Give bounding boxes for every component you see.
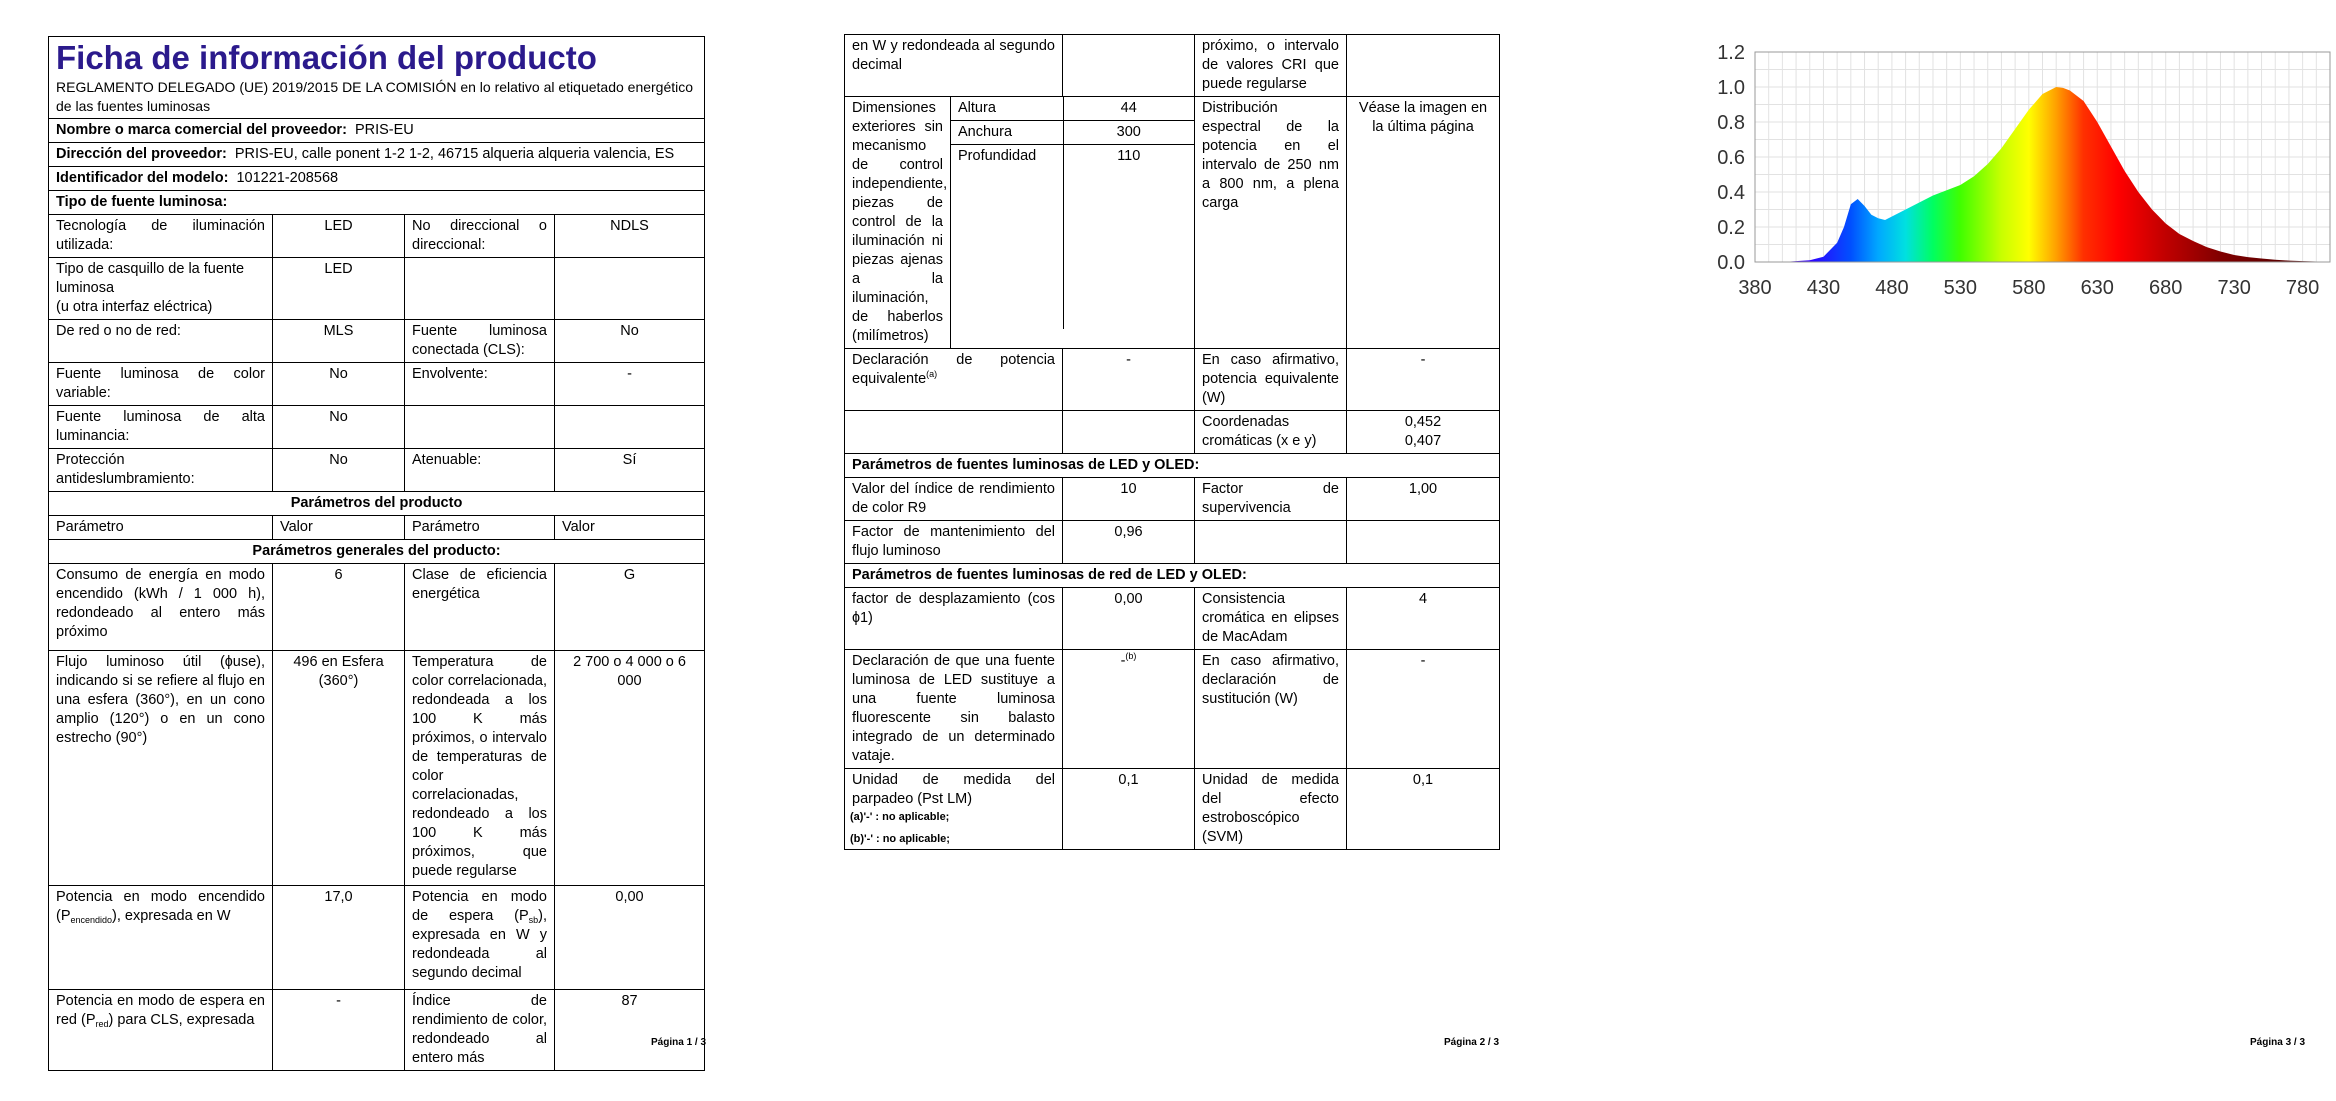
param-value: Véase la imagen en la última página (1347, 97, 1500, 349)
y-tick-label: 1.0 (1717, 77, 1745, 99)
param-value: No (273, 406, 405, 449)
param-value: No (555, 320, 705, 363)
footnote-a: (a)'-' : no aplicable; (850, 811, 950, 823)
table-row (49, 406, 705, 449)
address-value: PRIS-EU, calle ponent 1-2 1-2, 46715 alqueria alqueria valencia, ES (234, 146, 675, 162)
table-row (49, 320, 705, 363)
param-label: En caso afirmativo, declaración de sustitución (W) (1195, 650, 1347, 769)
model-value: 101221-208568 (236, 170, 339, 186)
product-info-table-2 (844, 34, 1500, 850)
column-header: Valor (273, 516, 405, 540)
param-label: Unidad de medida del parpadeo (Pst LM) (845, 769, 1063, 850)
param-label: Potencia en modo de espera $(P_{sb})$, expresada en W y redondeada al segundo decimal (405, 886, 555, 990)
param-value: 0,1 (1063, 769, 1195, 850)
y-tick-label: 1.2 (1717, 42, 1745, 64)
param-value: 0,452 0,407 (1347, 411, 1500, 454)
led-params-header: Parámetros de fuentes luminosas de LED y OLED: (845, 454, 1500, 478)
param-value: 87 (555, 990, 705, 1071)
param-label: En caso afirmativo, potencia equivalente (W) (1195, 349, 1347, 411)
param-label: Consistencia cromática en elipses de MacAdam (1195, 588, 1347, 650)
param-label-note: (u otra interfaz eléctrica) (56, 299, 213, 315)
param-value: LED (273, 215, 405, 258)
param-label: Potencia en modo encendido $(P_{encendido})$, expresada en W (49, 886, 273, 990)
page-number: Página 1 / 3 (651, 1037, 707, 1048)
table-row (49, 990, 705, 1071)
param-label (405, 406, 555, 449)
param-value: 0,1 (1347, 769, 1500, 850)
param-label: Declaración de que una fuente luminosa de LED sustituye a una fuente luminosa fluorescente sin balasto integrado de un determinado vataje. (845, 650, 1063, 769)
param-value: - (555, 363, 705, 406)
param-value: No (273, 449, 405, 492)
column-header: Valor (555, 516, 705, 540)
param-value: Sí (555, 449, 705, 492)
page-2 (780, 0, 1560, 1101)
x-tick-label: 430 (1806, 277, 1841, 299)
page-number: Página 2 / 3 (1444, 1037, 1500, 1048)
param-value: 10 (1063, 478, 1195, 521)
x-tick-label: 380 (1738, 277, 1772, 299)
param-label: Factor de mantenimiento del flujo luminoso (845, 521, 1063, 564)
dimension-name: Profundidad (951, 145, 1063, 330)
param-value: 2 700 o 4 000 o 6 000 (555, 651, 705, 886)
table-row (845, 35, 1500, 97)
mains-led-params-header: Parámetros de fuentes luminosas de red de LED y OLED: (845, 564, 1500, 588)
y-tick-label: 0.4 (1717, 182, 1745, 204)
dimension-value: 110 (1117, 148, 1141, 164)
param-value: 4 (1347, 588, 1500, 650)
param-value: - (1347, 650, 1500, 769)
param-label (405, 258, 555, 320)
table-row (49, 651, 705, 886)
param-label: Coordenadas cromáticas (x e y) (1195, 411, 1347, 454)
param-label: Distribución espectral de la potencia en el intervalo de 250 nm a 800 nm, a plena carga (1195, 97, 1347, 349)
x-tick-label: 580 (2012, 277, 2046, 299)
x-tick-label: 730 (2217, 277, 2251, 299)
param-label: Flujo luminoso útil (ɸuse), indicando si se refiere al flujo en una esfera (360°), en un cono amplio (120°) o en un cono estrecho (90°) (49, 651, 273, 886)
param-value: LED (273, 258, 405, 320)
param-label: No direccional o direccional: (405, 215, 555, 258)
param-value: -$^{(b)}$ (1063, 650, 1195, 769)
param-label: Declaración de potencia equivalente$^{(a)}$ (845, 349, 1063, 411)
param-value: - (1063, 349, 1195, 411)
page-1 (0, 0, 780, 1101)
table-row (49, 363, 705, 406)
param-label: Envolvente: (405, 363, 555, 406)
light-source-type-header: Tipo de fuente luminosa: (49, 191, 705, 215)
table-row (845, 588, 1500, 650)
param-label: De red o no de red: (49, 320, 273, 363)
param-value (555, 406, 705, 449)
regulation-text: REGLAMENTO DELEGADO (UE) 2019/2015 DE LA COMISIÓN en lo relativo al etiquetado energético de las fuentes luminosas (56, 79, 694, 114)
dimension-value: 300 (1063, 121, 1194, 145)
table-row (845, 650, 1500, 769)
param-label: Índice de rendimiento de color, redondeado al entero más (405, 990, 555, 1071)
param-value: MLS (273, 320, 405, 363)
column-header: Parámetro (405, 516, 555, 540)
x-tick-label: 680 (2149, 277, 2183, 299)
param-label: Consumo de energía en modo encendido (kWh / 1 000 h), redondeado al entero más próximo (49, 564, 273, 651)
page-title: Ficha de información del producto (56, 39, 597, 76)
spectral-distribution-chart (1600, 30, 2336, 312)
param-label: Factor de supervivencia (1195, 478, 1347, 521)
x-tick-label: 530 (1943, 277, 1978, 299)
supplier-value: PRIS-EU (354, 122, 414, 138)
param-label: Fuente luminosa de color variable: (49, 363, 273, 406)
param-value: 6 (273, 564, 405, 651)
table-row (845, 521, 1500, 564)
param-value (555, 258, 705, 320)
table-row (49, 258, 705, 320)
param-value: No (273, 363, 405, 406)
product-info-table-1 (48, 36, 705, 1071)
param-label: Tipo de casquillo de la fuente luminosa (56, 261, 245, 296)
product-params-header: Parámetros del producto (49, 492, 705, 516)
param-value: - (1347, 349, 1500, 411)
param-label: factor de desplazamiento (cos ɸ1) (845, 588, 1063, 650)
param-value: 496 en Esfera (360°) (273, 651, 405, 886)
x-tick-label: 630 (2080, 277, 2114, 299)
param-value: 1,00 (1347, 478, 1500, 521)
param-label: Valor del índice de rendimiento de color R9 (845, 478, 1063, 521)
param-label: Protección antideslumbramiento: (49, 449, 273, 492)
param-value: 17,0 (273, 886, 405, 990)
supplier-label: Nombre o marca comercial del proveedor: (56, 122, 347, 138)
param-value: 0,96 (1063, 521, 1195, 564)
table-row (49, 449, 705, 492)
footnote-b: (b)'-' : no aplicable; (850, 833, 950, 845)
table-row (845, 411, 1500, 454)
param-value: - (273, 990, 405, 1071)
y-tick-label: 0.2 (1717, 217, 1745, 239)
param-label: Fuente luminosa de alta luminancia: (49, 406, 273, 449)
dimension-name: Altura (951, 97, 1063, 121)
table-row (845, 349, 1500, 411)
param-label: próximo, o intervalo de valores CRI que puede regularse (1195, 35, 1347, 97)
param-value: 0,00 (1063, 588, 1195, 650)
table-row (49, 564, 705, 651)
dimensions-cell (951, 97, 1195, 349)
dimension-name: Anchura (951, 121, 1063, 145)
dimension-value: 44 (1063, 97, 1194, 121)
footnotes (850, 806, 950, 850)
param-label: Unidad de medida del efecto estroboscópico (SVM) (1195, 769, 1347, 850)
column-header-row (49, 516, 705, 540)
table-row (49, 886, 705, 990)
param-value: 0,00 (555, 886, 705, 990)
page-number: Página 3 / 3 (2250, 1037, 2306, 1048)
table-row (845, 97, 1500, 349)
param-label: Fuente luminosa conectada (CLS): (405, 320, 555, 363)
param-value: NDLS (555, 215, 705, 258)
y-tick-label: 0.8 (1717, 112, 1745, 134)
table-row (845, 478, 1500, 521)
general-params-header: Parámetros generales del producto: (49, 540, 705, 564)
param-label: en W y redondeada al segundo decimal (845, 35, 1063, 97)
x-tick-label: 780 (2285, 277, 2320, 299)
param-label: Temperatura de color correlacionada, redondeada a los 100 K más próximos, o intervalo de temperaturas de color correlacionadas, redondeado a los 100 K más próximos, que puede regularse (405, 651, 555, 886)
dimensions-label: Dimensiones exteriores sin mecanismo de control independiente, piezas de control de la iluminación ni piezas ajenas a la iluminación, de haberlos (milímetros) (845, 97, 951, 349)
param-label: Atenuable: (405, 449, 555, 492)
model-label: Identificador del modelo: (56, 170, 229, 186)
param-value: G (555, 564, 705, 651)
x-tick-label: 480 (1875, 277, 1909, 299)
table-row (49, 215, 705, 258)
page-3 (1560, 0, 2336, 1101)
address-label: Dirección del proveedor: (56, 146, 227, 162)
param-label: Clase de eficiencia energética (405, 564, 555, 651)
param-label: Potencia en modo de espera en red $(P_{red})$ para CLS, expresada (49, 990, 273, 1071)
param-label: Tecnología de iluminación utilizada: (49, 215, 273, 258)
column-header: Parámetro (49, 516, 273, 540)
y-tick-label: 0.0 (1717, 252, 1745, 274)
y-tick-label: 0.6 (1717, 147, 1745, 169)
